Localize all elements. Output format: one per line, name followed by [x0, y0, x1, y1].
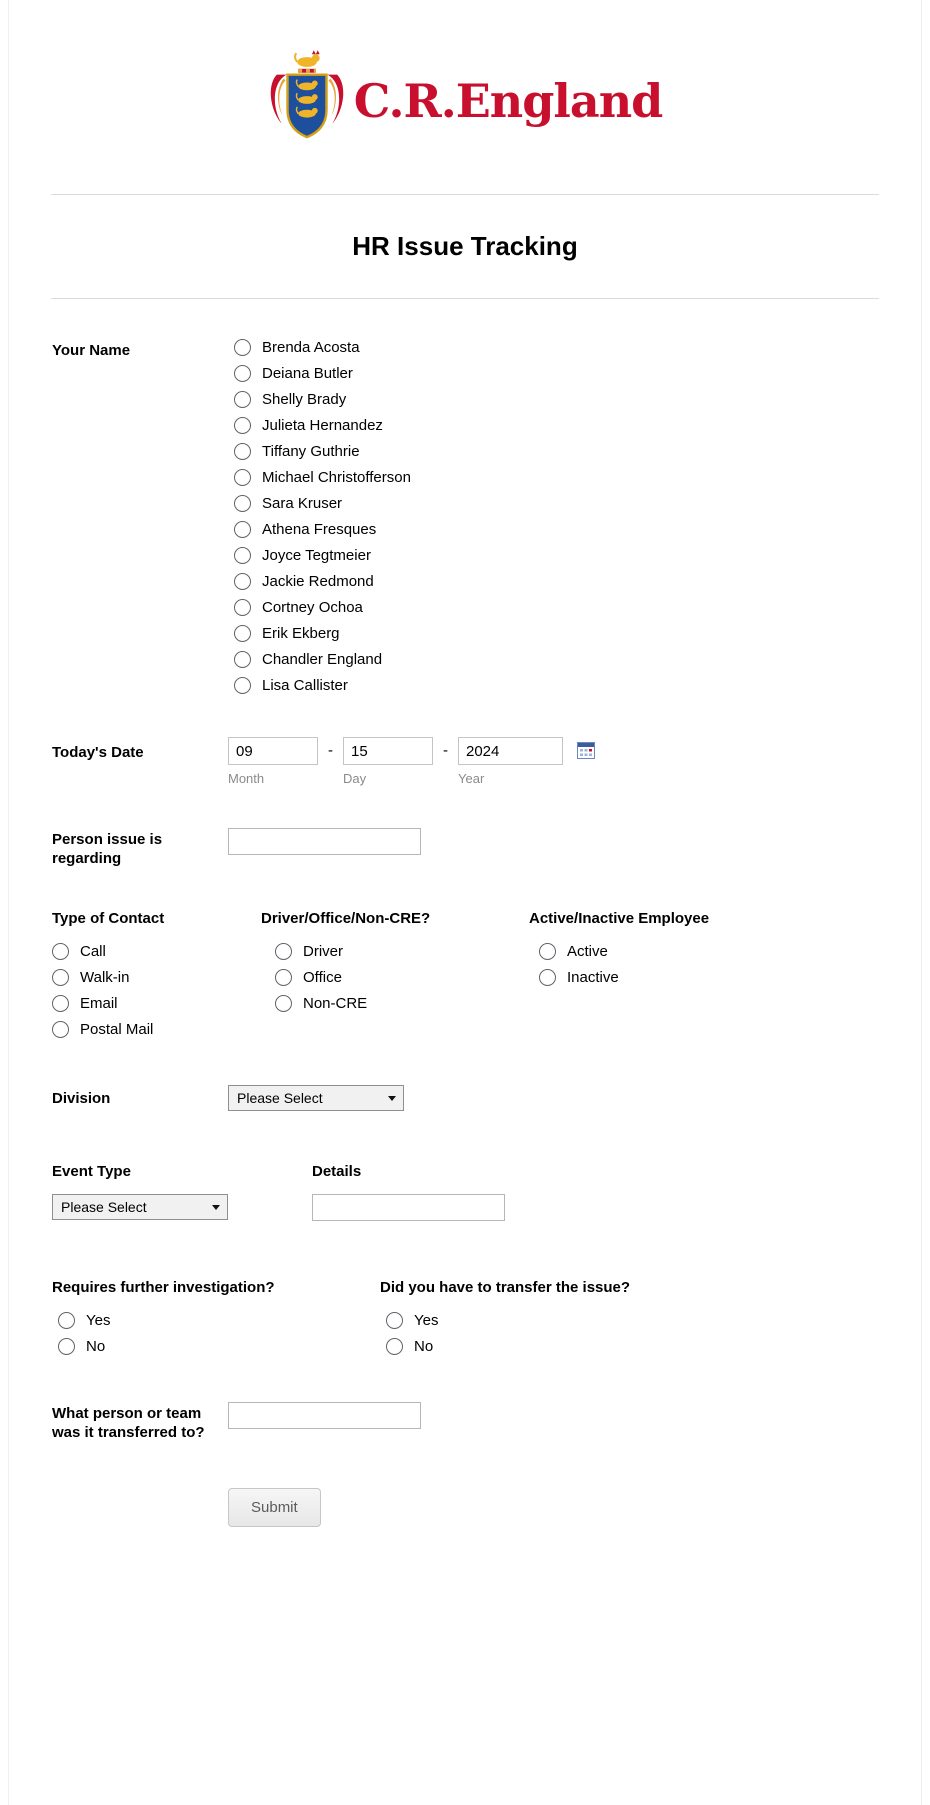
your-name-option[interactable]: [234, 599, 878, 616]
mantling-right-gold: [328, 79, 336, 116]
year-input[interactable]: [458, 737, 563, 765]
investigation-section: [9, 1279, 921, 1364]
further-investigation-label: Requires further investigation?: [52, 1279, 275, 1296]
radio-option-label: Lisa Callister: [262, 677, 348, 694]
contact-section: [9, 910, 921, 1047]
month-sublabel: Month: [228, 771, 265, 786]
radio-option-label: Julieta Hernandez: [262, 417, 383, 434]
chevron-down-icon: [212, 1205, 220, 1210]
radio-option-label: Tiffany Guthrie: [262, 443, 360, 460]
radio-button[interactable]: [234, 443, 251, 460]
your-name-option[interactable]: [234, 365, 878, 382]
logo: [9, 48, 921, 154]
selected-value: Please Select: [237, 1090, 323, 1106]
driver-office-option[interactable]: [275, 943, 529, 960]
your-name-option[interactable]: [234, 443, 878, 460]
transfer-issue-label: Did you have to transfer the issue?: [380, 1279, 631, 1296]
radio-button[interactable]: [234, 651, 251, 668]
transfer-option[interactable]: [386, 1338, 878, 1355]
radio-option-label: Active: [567, 943, 608, 960]
division-row: [9, 1085, 921, 1111]
contact-option[interactable]: [52, 995, 261, 1012]
radio-button[interactable]: [234, 417, 251, 434]
torse-gold-3: [314, 69, 316, 73]
radio-option-label: Yes: [86, 1312, 111, 1329]
date-separator: -: [443, 742, 448, 759]
transferred-to-input[interactable]: [228, 1402, 421, 1429]
event-type-label: Event Type: [52, 1163, 131, 1180]
driver-office-option[interactable]: [275, 969, 529, 986]
todays-date-row: [9, 737, 921, 786]
page-title: HR Issue Tracking: [352, 231, 578, 261]
further-investigation-group: [52, 1279, 380, 1364]
radio-button[interactable]: [386, 1312, 403, 1329]
day-input[interactable]: [343, 737, 433, 765]
details-input[interactable]: [312, 1194, 505, 1221]
division-select[interactable]: [228, 1085, 404, 1111]
your-name-option[interactable]: [234, 625, 878, 642]
radio-option-label: Postal Mail: [80, 1021, 154, 1038]
your-name-option[interactable]: [234, 677, 878, 694]
year-column: [458, 737, 563, 786]
radio-option-label: Jackie Redmond: [262, 573, 374, 590]
type-of-contact-group: [52, 910, 261, 1047]
radio-button[interactable]: [539, 969, 556, 986]
radio-option-label: Office: [303, 969, 342, 986]
your-name-option[interactable]: [234, 417, 878, 434]
radio-option-label: Joyce Tegtmeier: [262, 547, 371, 564]
transferred-to-row: [9, 1402, 921, 1442]
radio-option-label: Non-CRE: [303, 995, 368, 1012]
radio-button[interactable]: [275, 969, 292, 986]
selected-value: Please Select: [61, 1199, 147, 1215]
radio-option-label: Yes: [414, 1312, 439, 1329]
radio-button[interactable]: [234, 599, 251, 616]
form-card: [8, 0, 922, 1805]
type-of-contact-label: Type of Contact: [52, 910, 165, 927]
radio-button[interactable]: [275, 995, 292, 1012]
radio-option-label: Inactive: [567, 969, 619, 986]
date-fields: [228, 737, 878, 786]
radio-button[interactable]: [52, 1021, 69, 1038]
investigation-option[interactable]: [58, 1312, 380, 1329]
radio-button[interactable]: [234, 365, 251, 382]
event-type-group: [52, 1163, 312, 1220]
driver-office-group: [261, 910, 529, 1021]
radio-button[interactable]: [234, 495, 251, 512]
active-inactive-group: [529, 910, 878, 995]
date-separator: -: [328, 742, 333, 759]
radio-option-label: Sara Kruser: [262, 495, 343, 512]
transfer-option[interactable]: [386, 1312, 878, 1329]
radio-button[interactable]: [234, 469, 251, 486]
radio-button[interactable]: [539, 943, 556, 960]
your-name-option[interactable]: [234, 521, 878, 538]
mantling-left-gold: [278, 79, 286, 116]
person-regarding-input[interactable]: [228, 828, 421, 855]
radio-option-label: Cortney Ochoa: [262, 599, 363, 616]
month-column: [228, 737, 318, 786]
event-type-select[interactable]: [52, 1194, 228, 1220]
radio-button[interactable]: [52, 995, 69, 1012]
radio-button[interactable]: [58, 1312, 75, 1329]
radio-option-label: No: [86, 1338, 106, 1355]
your-name-label: Your Name: [52, 342, 131, 359]
chevron-down-icon: [388, 1096, 396, 1101]
radio-button[interactable]: [234, 573, 251, 590]
your-name-option[interactable]: [234, 651, 878, 668]
radio-button[interactable]: [234, 339, 251, 356]
radio-option-label: Erik Ekberg: [262, 625, 340, 642]
radio-option-label: Shelly Brady: [262, 391, 347, 408]
driver-office-label: Driver/Office/Non-CRE?: [261, 910, 431, 927]
contact-option[interactable]: [52, 969, 261, 986]
contact-option[interactable]: [52, 943, 261, 960]
radio-option-label: Deiana Butler: [262, 365, 353, 382]
radio-button[interactable]: [234, 521, 251, 538]
your-name-option[interactable]: [234, 469, 878, 486]
radio-option-label: Walk-in: [80, 969, 130, 986]
person-regarding-label: Person issue is regarding: [52, 831, 163, 867]
submit-spacer: [52, 1488, 228, 1490]
your-name-option[interactable]: [234, 547, 878, 564]
todays-date-label: Today's Date: [52, 744, 144, 761]
radio-button[interactable]: [234, 547, 251, 564]
radio-option-label: Brenda Acosta: [262, 339, 360, 356]
driver-office-option[interactable]: [275, 995, 529, 1012]
torse-gold-2: [306, 69, 310, 73]
radio-option-label: Call: [80, 943, 106, 960]
crest-lion: [295, 50, 320, 67]
month-input[interactable]: [228, 737, 318, 765]
details-group: [312, 1163, 878, 1221]
radio-option-label: Chandler England: [262, 651, 383, 668]
radio-option-label: Athena Fresques: [262, 521, 377, 538]
division-label: Division: [52, 1090, 111, 1107]
day-sublabel: Day: [343, 771, 367, 786]
logo-text: C.R.England: [353, 74, 663, 128]
details-label: Details: [312, 1163, 362, 1180]
your-name-option[interactable]: [234, 573, 878, 590]
event-section: [9, 1163, 921, 1221]
your-name-option[interactable]: [234, 495, 878, 512]
contact-option[interactable]: [52, 1021, 261, 1038]
radio-button[interactable]: [234, 625, 251, 642]
radio-option-label: Email: [80, 995, 118, 1012]
year-sublabel: Year: [458, 771, 485, 786]
title-block: [9, 195, 921, 298]
person-regarding-row: [9, 828, 921, 868]
your-name-option[interactable]: [234, 339, 878, 356]
your-name-options: [228, 339, 878, 703]
your-name-row: [9, 339, 921, 703]
active-inactive-label: Active/Inactive Employee: [529, 910, 710, 927]
investigation-option[interactable]: [58, 1338, 380, 1355]
company-crest-logo: [268, 48, 346, 154]
radio-button[interactable]: [234, 391, 251, 408]
radio-button[interactable]: [52, 943, 69, 960]
radio-option-label: No: [414, 1338, 434, 1355]
transferred-to-label: What person or team was it transferred to?: [52, 1405, 205, 1441]
active-inactive-option[interactable]: [539, 969, 878, 986]
transfer-issue-group: [380, 1279, 878, 1364]
calendar-icon[interactable]: [577, 742, 595, 759]
active-inactive-option[interactable]: [539, 943, 878, 960]
radio-button[interactable]: [58, 1338, 75, 1355]
radio-button[interactable]: [386, 1338, 403, 1355]
submit-row: [9, 1488, 921, 1527]
radio-option-label: Michael Christofferson: [262, 469, 411, 486]
torse-gold-1: [298, 69, 302, 73]
radio-button[interactable]: [275, 943, 292, 960]
your-name-option[interactable]: [234, 391, 878, 408]
radio-option-label: Driver: [303, 943, 343, 960]
submit-button[interactable]: Submit: [228, 1488, 321, 1527]
day-column: [343, 737, 433, 786]
radio-button[interactable]: [52, 969, 69, 986]
radio-button[interactable]: [234, 677, 251, 694]
